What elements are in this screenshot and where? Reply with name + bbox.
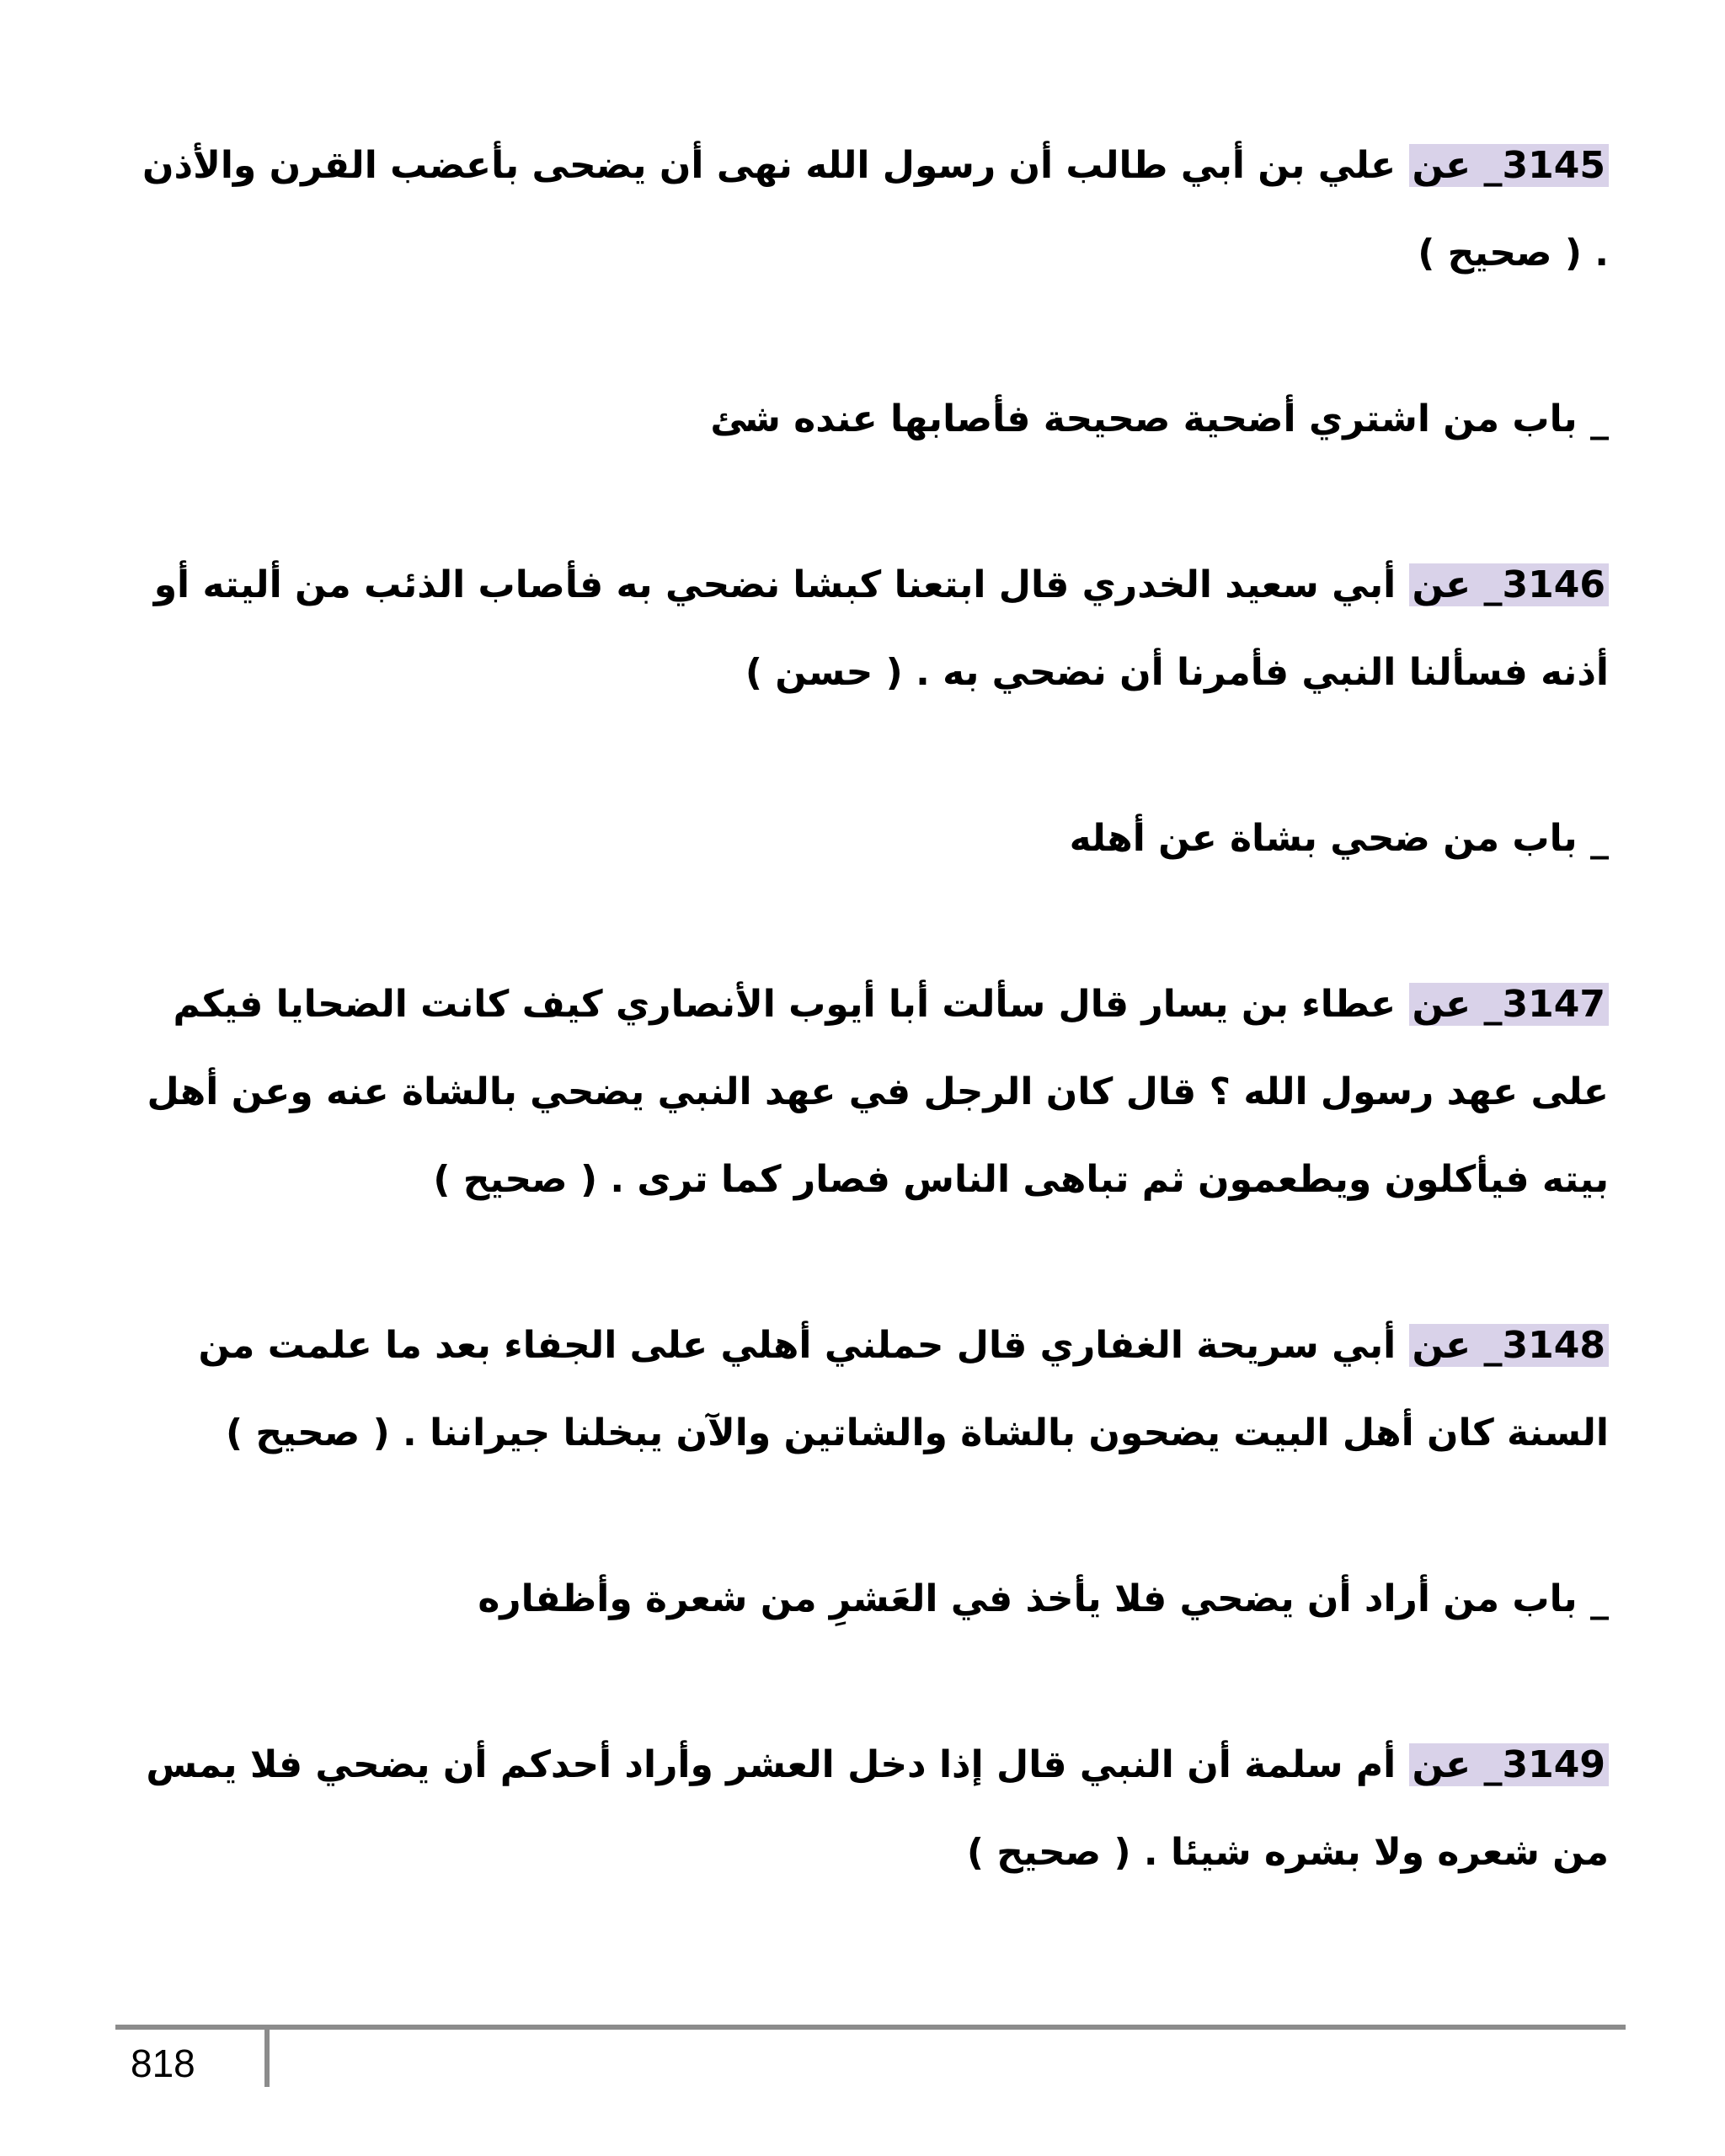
- hadith-number-label: 3148_ عن: [1409, 1324, 1609, 1367]
- footer-rule: [115, 2025, 1626, 2030]
- footer-divider-tick: [264, 2025, 270, 2087]
- hadith-text: أم سلمة أن النبي قال إذا دخل العشر وأراد أحدكم أن يضحي فلا يمس من شعره ولا بشره شيئا . ( صحيح ): [146, 1743, 1609, 1874]
- hadith-text: أبي سعيد الخدري قال ابتعنا كبشا نضحي به فأصاب الذئب من أليته أو أذنه فسألنا النبي فأمرنا أن نضحي به . ( حسن ): [153, 563, 1609, 694]
- hadith-number-label: 3145_ عن: [1409, 144, 1609, 187]
- chapter-heading: _ باب من اشتري أضحية صحيحة فأصابها عنده شئ: [710, 398, 1609, 440]
- hadith-3146: [126, 542, 1609, 717]
- page-content: [126, 122, 1609, 1975]
- hadith-3147: [126, 961, 1609, 1224]
- hadith-text: علي بن أبي طالب أن رسول الله نهى أن يضحى بأعضب القرن والأذن . ( صحيح ): [142, 144, 1609, 275]
- page-number: 818: [131, 2041, 195, 2085]
- hadith-text: أبي سريحة الغفاري قال حملني أهلي على الجفاء بعد ما علمت من السنة كان أهل البيت يضحون بالشاة والشاتين والآن يبخلنا جيراننا . ( صحيح ): [198, 1324, 1609, 1454]
- hadith-number-label: 3146_ عن: [1409, 563, 1609, 606]
- hadith-3145: [126, 122, 1609, 297]
- hadith-number-label: 3149_ عن: [1409, 1743, 1609, 1786]
- chapter-heading: _ باب من ضحي بشاة عن أهله: [1069, 817, 1609, 860]
- chapter-heading: _ باب من أراد أن يضحي فلا يأخذ في العَشرِ من شعرة وأظفاره: [478, 1577, 1609, 1620]
- hadith-text: عطاء بن يسار قال سألت أبا أيوب الأنصاري كيف كانت الضحايا فيكم على عهد رسول الله ؟ قال كان الرجل في عهد النبي يضحي بالشاة عنه وعن أهل بيته فيأكلون ويطعمون ثم تباهى الناس فصار كما ترى . ( صحيح ): [147, 983, 1609, 1201]
- hadith-3149: [126, 1721, 1609, 1897]
- hadith-number-label: 3147_ عن: [1409, 983, 1609, 1026]
- hadith-3148: [126, 1302, 1609, 1477]
